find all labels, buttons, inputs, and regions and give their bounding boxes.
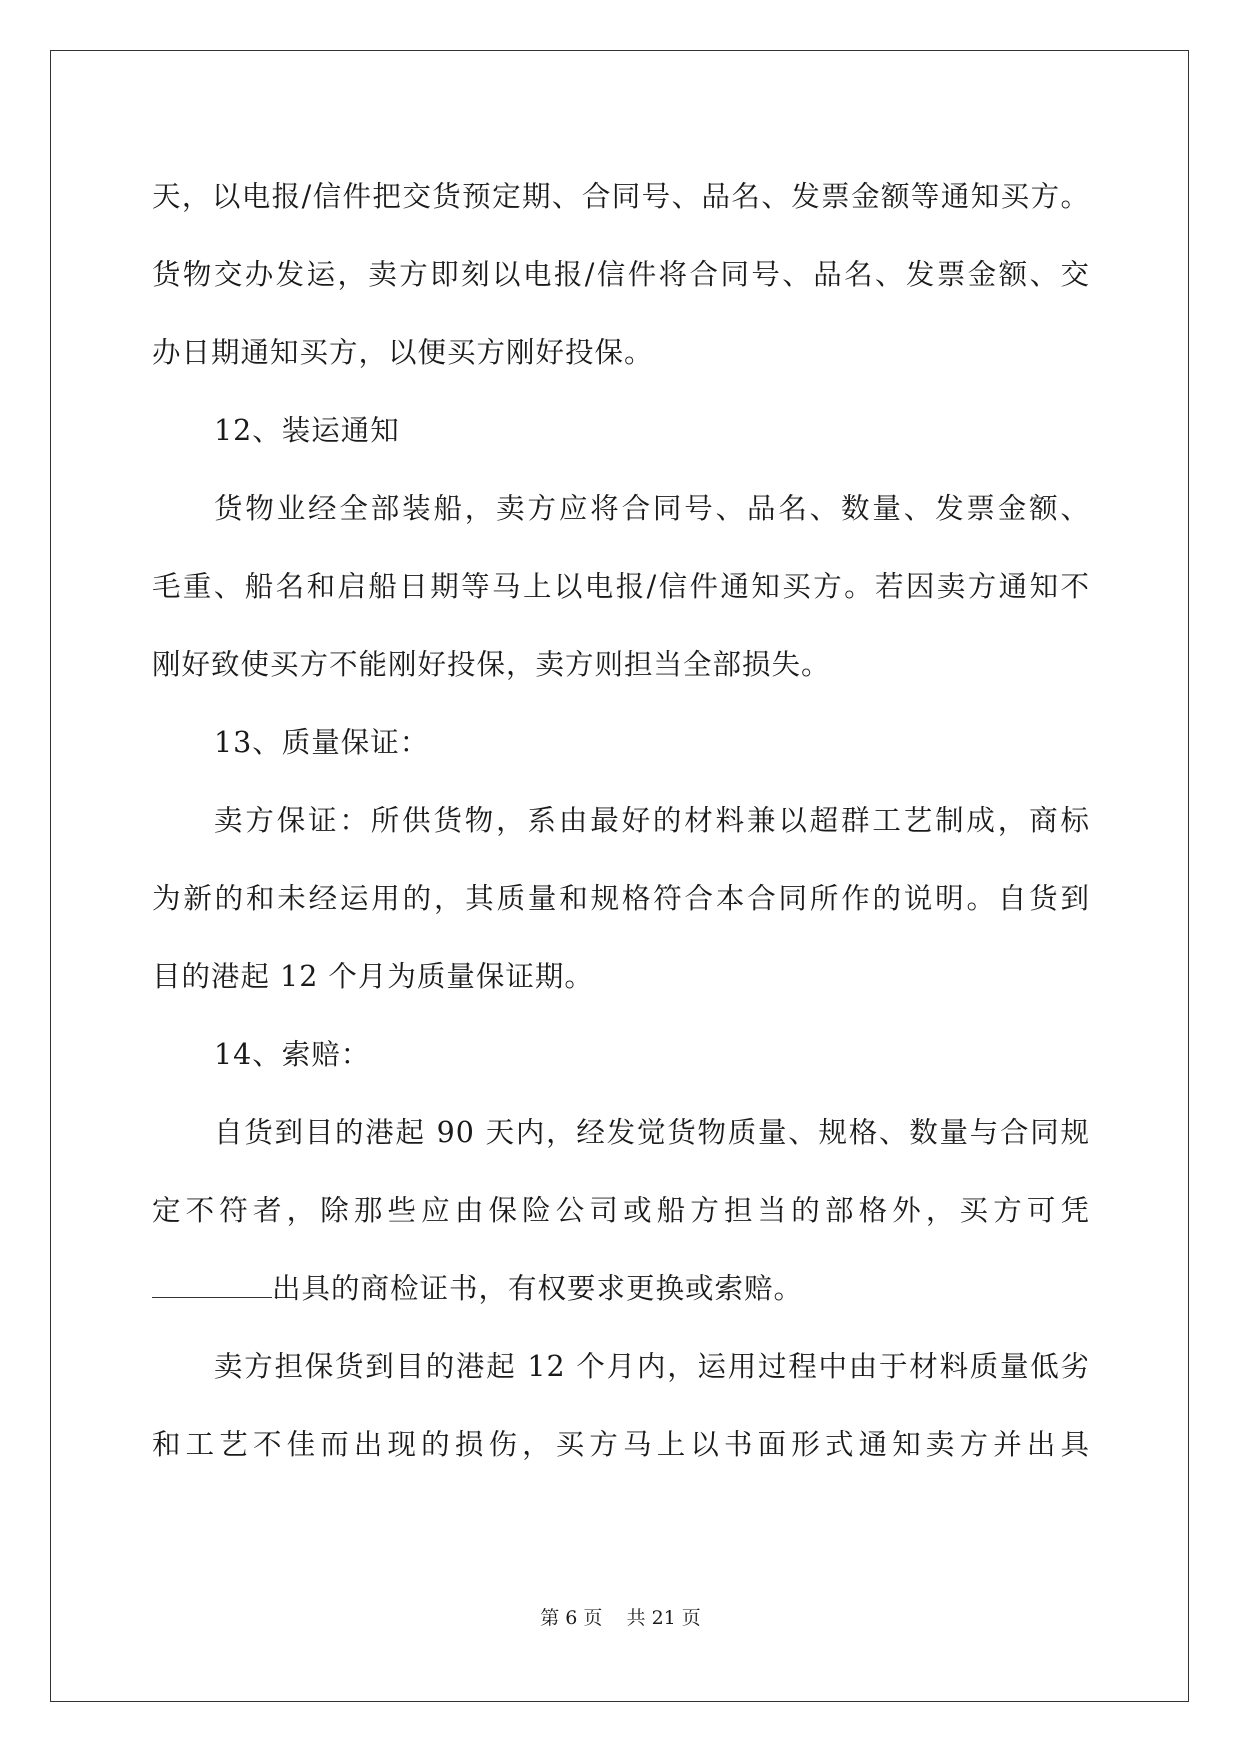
text-line: 天，以电报/信件把交货预定期、合同号、品名、发票金额等通知买方。 [152, 180, 1090, 213]
text-line: 刚好致使买方不能刚好投保，卖方则担当全部损失。 [152, 648, 831, 681]
text-line: 自货到目的港起 90 天内，经发觉货物质量、规格、数量与合同规 [214, 1116, 1090, 1149]
text-line: 目的港起 12 个月为质量保证期。 [152, 960, 594, 993]
text-line: 为新的和未经运用的，其质量和规格符合本合同所作的说明。自货到 [152, 882, 1090, 915]
text-line-with-blank [152, 1250, 1090, 1328]
document-body [152, 158, 1090, 1484]
page-number-footer: 第 6 页 共 21 页 [540, 1607, 701, 1629]
text-line: 定不符者，除那些应由保险公司或船方担当的部格外，买方可凭 [152, 1194, 1090, 1227]
text-line: 卖方保证：所供货物，系由最好的材料兼以超群工艺制成，商标 [214, 804, 1090, 837]
text-line: 办日期通知买方，以便买方刚好投保。 [152, 336, 654, 369]
section-heading: 14、索赔： [214, 1038, 371, 1071]
text-line: 卖方担保货到目的港起 12 个月内，运用过程中由于材料质量低劣 [214, 1350, 1090, 1383]
text-line: 货物业经全部装船，卖方应将合同号、品名、数量、发票金额、 [214, 492, 1090, 525]
text-line: 和工艺不佳而出现的损伤，买方马上以书面形式通知卖方并出具 [152, 1428, 1090, 1461]
section-heading: 12、装运通知 [214, 414, 400, 447]
text-line-tail: 出具的商检证书，有权要求更换或索赔。 [272, 1272, 804, 1305]
fill-in-blank [152, 1261, 272, 1298]
section-heading: 13、质量保证： [214, 726, 430, 759]
text-line: 货物交办发运，卖方即刻以电报/信件将合同号、品名、发票金额、交 [152, 258, 1090, 291]
text-line: 毛重、船名和启船日期等马上以电报/信件通知买方。若因卖方通知不 [152, 570, 1090, 603]
